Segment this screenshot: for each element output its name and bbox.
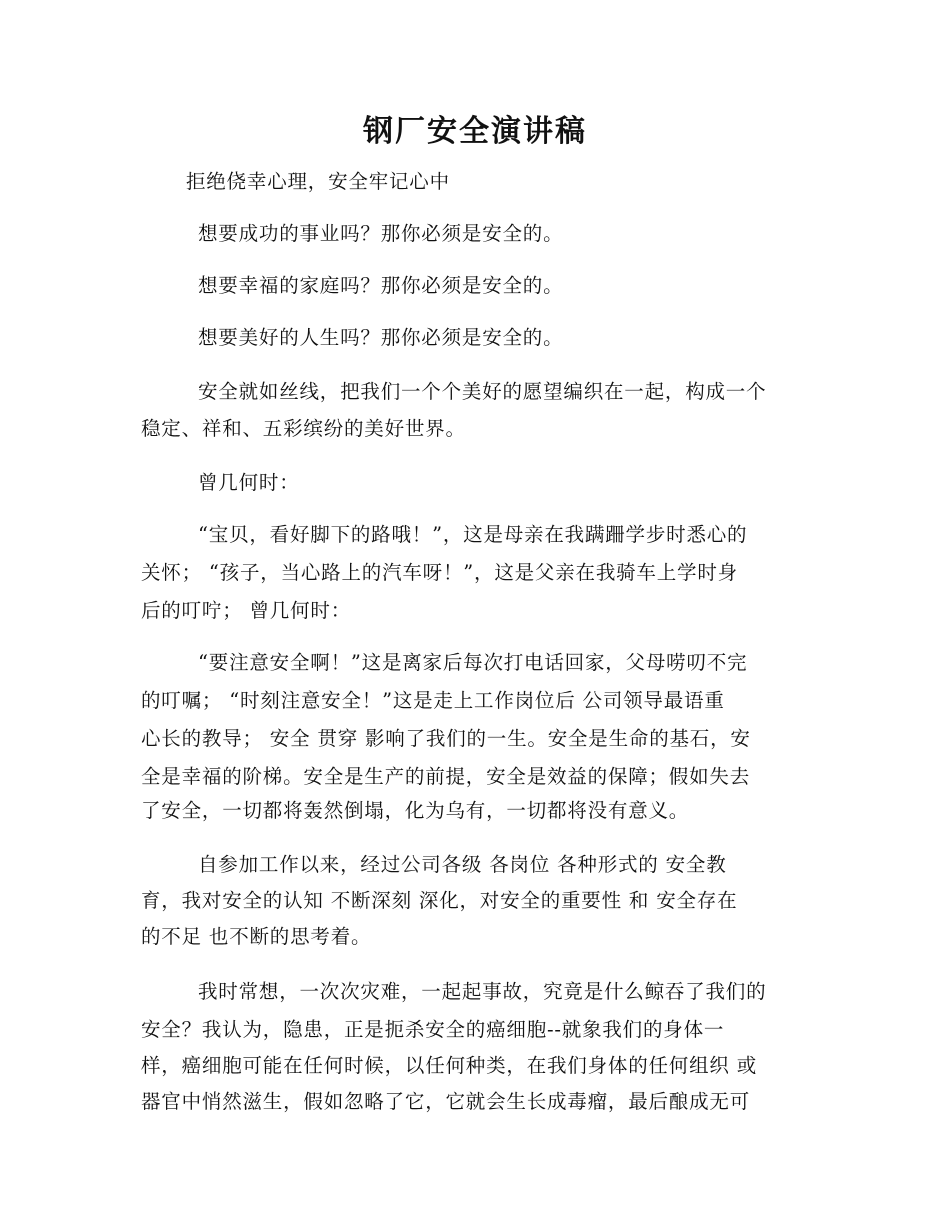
body-line: 的不足 也不断的思考着。	[141, 925, 372, 948]
body-line: 想要美好的人生吗？那你必须是安全的。	[198, 326, 564, 349]
body-line: 的叮嘱； “时刻注意安全！”这是走上工作岗位后 公司领导最语重	[141, 689, 725, 712]
body-line: 想要幸福的家庭吗？那你必须是安全的。	[198, 274, 564, 297]
body-line: 想要成功的事业吗？那你必须是安全的。	[198, 222, 564, 245]
body-line: 了安全，一切都将轰然倒塌，化为乌有，一切都将没有意义。	[141, 799, 690, 822]
document-title: 钢厂安全演讲稿	[363, 114, 587, 149]
body-line: 曾几何时：	[198, 471, 300, 494]
body-line: 育，我对安全的认知 不断深刻 深化，对安全的重要性 和 安全存在	[141, 889, 738, 912]
body-line: 安全就如丝线，把我们一个个美好的愿望编织在一起，构成一个	[198, 380, 767, 403]
body-line: “宝贝，看好脚下的路哦！”，这是母亲在我蹒跚学步时悉心的	[198, 523, 748, 546]
subtitle-line: 拒绝侥幸心理，安全牢记心中	[186, 170, 450, 193]
body-line: 关怀； “孩子，当心路上的汽车呀！”，这是父亲在我骑车上学时身	[141, 561, 738, 584]
body-line: 自参加工作以来，经过公司各级 各岗位 各种形式的 安全教	[198, 853, 727, 876]
body-line: 稳定、祥和、五彩缤纷的美好世界。	[141, 417, 466, 440]
body-line: 全是幸福的阶梯。安全是生产的前提，安全是效益的保障；假如失去	[141, 765, 751, 788]
body-line: 样，癌细胞可能在任何时候，以任何种类，在我们身体的任何组织 或	[141, 1054, 757, 1077]
body-line: 器官中悄然滋生，假如忽略了它，它就会生长成毒瘤，最后酿成无可	[141, 1090, 751, 1113]
body-line: “要注意安全啊！”这是离家后每次打电话回家，父母唠叨不完	[198, 651, 748, 674]
body-line: 安全？我认为，隐患，正是扼杀安全的癌细胞--就象我们的身体一	[141, 1018, 725, 1041]
body-line: 心长的教导； 安全 贯穿 影响了我们的一生。安全是生命的基石，安	[141, 727, 751, 750]
body-line: 我时常想，一次次灾难，一起起事故，究竟是什么鲸吞了我们的	[198, 980, 767, 1003]
body-line: 后的叮咛； 曾几何时：	[141, 599, 351, 622]
